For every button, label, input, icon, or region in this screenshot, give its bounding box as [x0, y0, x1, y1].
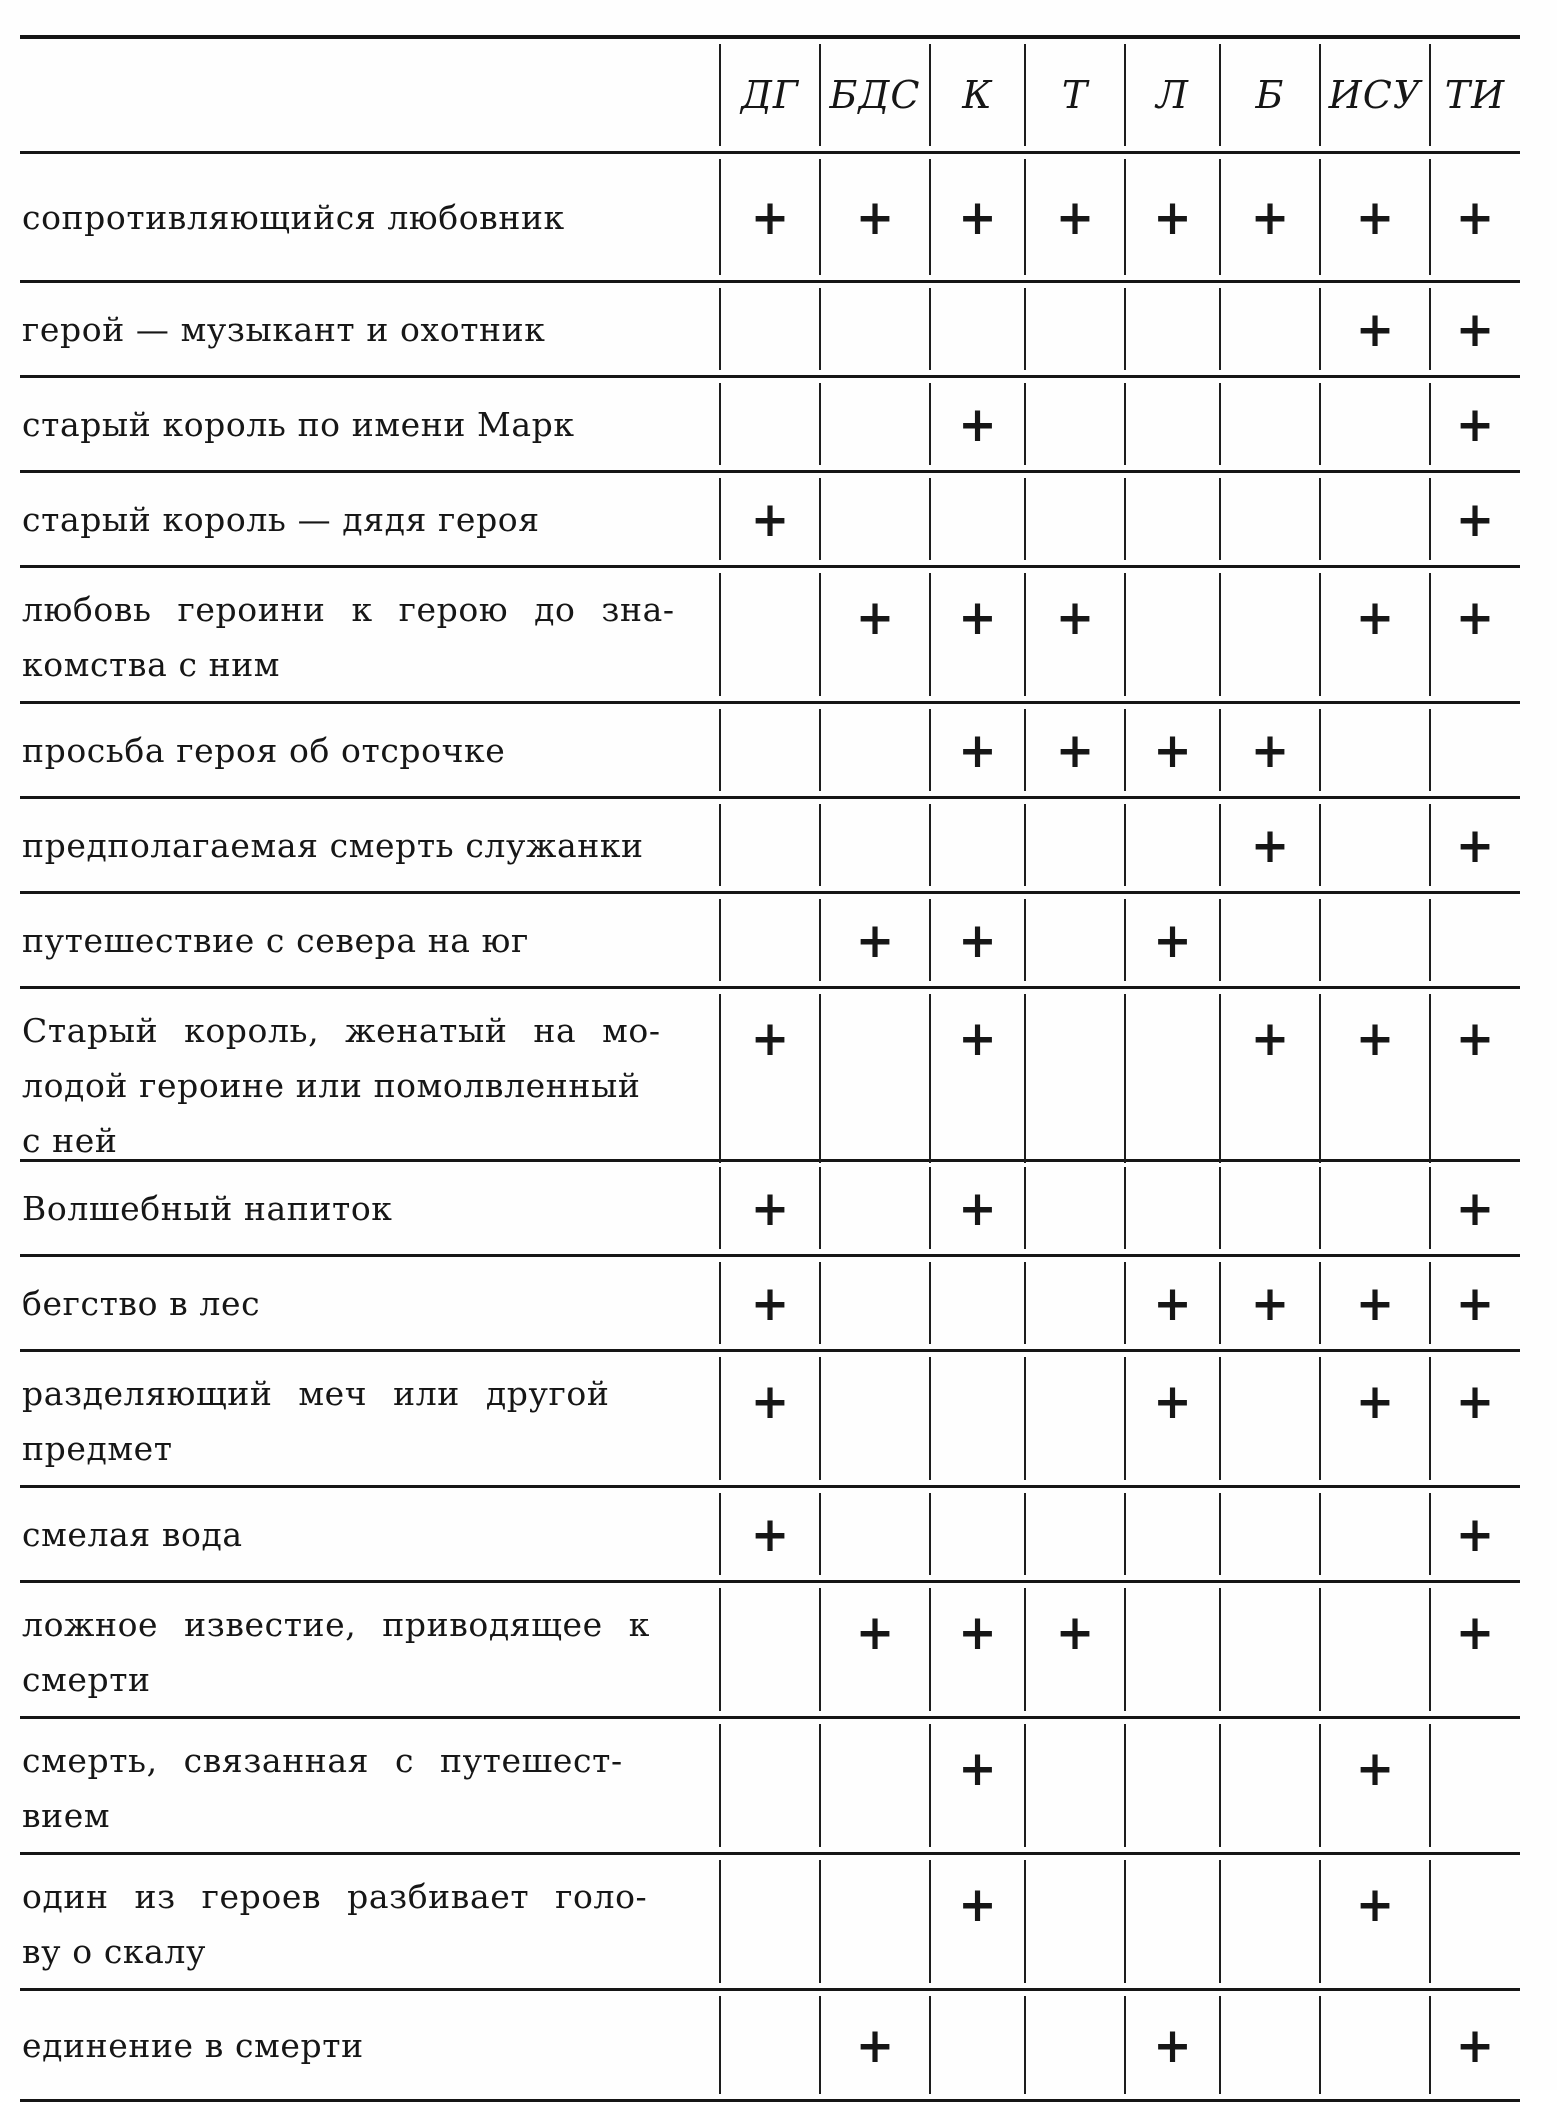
empty-cell [1025, 894, 1125, 986]
mark-cell [930, 1719, 1025, 1852]
empty-cell [1125, 1719, 1220, 1852]
row-label-line: путешествие с севера на юг [22, 920, 529, 960]
row-label-line: предмет [22, 1429, 173, 1468]
table-row [20, 1991, 1520, 2102]
matrix-table [20, 35, 1520, 2102]
table-row [20, 283, 1520, 378]
row-label-line: смерти [22, 1660, 151, 1699]
mark-cell [1220, 989, 1320, 1168]
mark-cell [1430, 473, 1520, 565]
table-row [20, 1162, 1520, 1257]
row-label [20, 283, 720, 375]
empty-cell [1125, 378, 1220, 470]
mark-cell [930, 1583, 1025, 1716]
table-row [20, 1719, 1520, 1855]
empty-cell [1220, 1162, 1320, 1254]
empty-cell [820, 378, 930, 470]
empty-cell [820, 1855, 930, 1988]
empty-cell [930, 799, 1025, 891]
plus-mark: + [958, 911, 997, 969]
table-row [20, 378, 1520, 473]
plus-mark: + [1055, 1603, 1095, 1661]
plus-mark: + [958, 1009, 997, 1067]
empty-cell [1320, 1583, 1430, 1716]
row-label-line: сопротивляющийся любовник [22, 197, 565, 237]
empty-cell [1320, 378, 1430, 470]
table-row [20, 1583, 1520, 1719]
mark-cell [1025, 704, 1125, 796]
mark-cell [1025, 154, 1125, 280]
mark-cell [1430, 568, 1520, 701]
empty-cell [720, 704, 820, 796]
plus-mark: + [855, 588, 895, 646]
header-empty-cell [20, 39, 720, 151]
plus-mark: + [1455, 2016, 1495, 2074]
row-label [20, 1352, 720, 1485]
empty-cell [1430, 704, 1520, 796]
empty-cell [1430, 894, 1520, 986]
mark-cell [1220, 799, 1320, 891]
empty-cell [1025, 1162, 1125, 1254]
mark-cell [1220, 704, 1320, 796]
plus-mark: + [1055, 188, 1095, 246]
row-label-line: единение в смерти [22, 2025, 364, 2065]
mark-cell [720, 1162, 820, 1254]
row-label-line: с ней [22, 1121, 118, 1160]
empty-cell [1320, 799, 1430, 891]
table-row [20, 473, 1520, 568]
empty-cell [1220, 1352, 1320, 1485]
empty-cell [720, 283, 820, 375]
plus-mark: + [855, 188, 895, 246]
mark-cell [720, 1352, 820, 1485]
row-label [20, 704, 720, 796]
mark-cell [1125, 154, 1220, 280]
column-header-b: Б [1220, 39, 1320, 151]
empty-cell [930, 1488, 1025, 1580]
mark-cell [1320, 1352, 1430, 1485]
plus-mark: + [1455, 588, 1495, 646]
empty-cell [1025, 1991, 1125, 2099]
table-row [20, 704, 1520, 799]
table-row [20, 568, 1520, 704]
row-label-line: разделяющий меч или другой [22, 1374, 610, 1413]
row-label [20, 1719, 720, 1852]
plus-mark: + [1355, 1739, 1395, 1797]
plus-mark: + [1355, 1875, 1395, 1933]
empty-cell [1220, 283, 1320, 375]
mark-cell [820, 1991, 930, 2099]
plus-mark: + [1250, 816, 1290, 874]
row-label [20, 1488, 720, 1580]
empty-cell [1430, 1719, 1520, 1852]
row-label [20, 378, 720, 470]
row-label-line: Волшебный напиток [22, 1188, 393, 1228]
row-label-line: комства с ним [22, 645, 281, 684]
plus-mark: + [855, 1603, 895, 1661]
empty-cell [1125, 1583, 1220, 1716]
plus-mark: + [958, 1739, 997, 1797]
plus-mark: + [750, 1372, 790, 1430]
empty-cell [1430, 1855, 1520, 1988]
row-label-line: ву о скалу [22, 1932, 207, 1971]
plus-mark: + [1455, 300, 1495, 358]
mark-cell [1430, 1352, 1520, 1485]
plus-mark: + [750, 188, 790, 246]
empty-cell [820, 799, 930, 891]
mark-cell [720, 1257, 820, 1349]
plus-mark: + [1455, 1009, 1495, 1067]
mark-cell [930, 378, 1025, 470]
empty-cell [720, 894, 820, 986]
mark-cell [1125, 704, 1220, 796]
row-label-line: старый король — дядя героя [22, 499, 540, 539]
empty-cell [1025, 1488, 1125, 1580]
plus-mark: + [750, 1274, 790, 1332]
empty-cell [1320, 894, 1430, 986]
table-row [20, 799, 1520, 894]
empty-cell [1125, 1488, 1220, 1580]
mark-cell [930, 568, 1025, 701]
row-label [20, 894, 720, 986]
plus-mark: + [855, 911, 895, 969]
mark-cell [1430, 1991, 1520, 2099]
empty-cell [1125, 568, 1220, 701]
table-row [20, 1855, 1520, 1991]
plus-mark: + [958, 1179, 997, 1237]
empty-cell [930, 1991, 1025, 2099]
mark-cell [1320, 1257, 1430, 1349]
mark-cell [720, 154, 820, 280]
plus-mark: + [1153, 1372, 1192, 1430]
plus-mark: + [1153, 188, 1192, 246]
column-header-t: Т [1025, 39, 1125, 151]
empty-cell [1025, 378, 1125, 470]
empty-cell [820, 989, 930, 1168]
mark-cell [1430, 1162, 1520, 1254]
row-label [20, 1991, 720, 2099]
row-label-line: предполагаемая смерть служанки [22, 825, 644, 865]
row-label [20, 473, 720, 565]
plus-mark: + [1153, 911, 1192, 969]
plus-mark: + [1153, 1274, 1192, 1332]
mark-cell [930, 1162, 1025, 1254]
plus-mark: + [958, 1875, 997, 1933]
row-label [20, 154, 720, 280]
row-label-line: вием [22, 1796, 111, 1835]
empty-cell [720, 1583, 820, 1716]
mark-cell [1125, 894, 1220, 986]
empty-cell [1125, 799, 1220, 891]
mark-cell [930, 894, 1025, 986]
row-label-line: один из героев разбивает голо- [22, 1877, 648, 1916]
empty-cell [720, 568, 820, 701]
table-row [20, 1352, 1520, 1488]
empty-cell [1125, 989, 1220, 1168]
mark-cell [820, 568, 930, 701]
empty-cell [1220, 378, 1320, 470]
row-label-line: просьба героя об отсрочке [22, 730, 506, 770]
plus-mark: + [1455, 1372, 1495, 1430]
mark-cell [930, 704, 1025, 796]
plus-mark: + [1455, 188, 1495, 246]
row-label-line: Старый король, женатый на мо- [22, 1011, 661, 1050]
empty-cell [720, 1719, 820, 1852]
plus-mark: + [1455, 1505, 1495, 1563]
empty-cell [1320, 1162, 1430, 1254]
column-header-isu: ИСУ [1320, 39, 1430, 151]
empty-cell [720, 1991, 820, 2099]
empty-cell [1220, 1488, 1320, 1580]
row-label [20, 799, 720, 891]
plus-mark: + [1055, 588, 1095, 646]
empty-cell [1125, 473, 1220, 565]
mark-cell [1320, 1855, 1430, 1988]
mark-cell [1430, 154, 1520, 280]
mark-cell [1430, 1257, 1520, 1349]
row-label [20, 989, 720, 1168]
column-header-bds: БДС [820, 39, 930, 151]
plus-mark: + [958, 588, 997, 646]
plus-mark: + [1455, 490, 1495, 548]
row-label-line: старый король по имени Марк [22, 404, 575, 444]
row-label [20, 568, 720, 701]
row-label [20, 1257, 720, 1349]
table-row [20, 989, 1520, 1162]
mark-cell [1320, 154, 1430, 280]
empty-cell [1025, 283, 1125, 375]
plus-mark: + [1355, 188, 1395, 246]
empty-cell [930, 1352, 1025, 1485]
empty-cell [1320, 1991, 1430, 2099]
mark-cell [1125, 1257, 1220, 1349]
empty-cell [1025, 1719, 1125, 1852]
plus-mark: + [1355, 300, 1395, 358]
plus-mark: + [750, 1505, 790, 1563]
empty-cell [1125, 1855, 1220, 1988]
mark-cell [820, 894, 930, 986]
mark-cell [1025, 568, 1125, 701]
table-row [20, 154, 1520, 283]
plus-mark: + [1153, 721, 1192, 779]
mark-cell [930, 989, 1025, 1168]
empty-cell [820, 473, 930, 565]
mark-cell [820, 154, 930, 280]
empty-cell [1025, 1352, 1125, 1485]
mark-cell [1430, 283, 1520, 375]
plus-mark: + [855, 2016, 895, 2074]
row-label-line: ложное известие, приводящее к [22, 1605, 650, 1644]
plus-mark: + [750, 1179, 790, 1237]
plus-mark: + [1355, 1009, 1395, 1067]
mark-cell [1025, 1583, 1125, 1716]
plus-mark: + [1455, 395, 1495, 453]
plus-mark: + [958, 188, 997, 246]
empty-cell [1025, 799, 1125, 891]
row-label-line: герой — музыкант и охотник [22, 309, 546, 349]
empty-cell [720, 799, 820, 891]
plus-mark: + [1455, 816, 1495, 874]
empty-cell [720, 378, 820, 470]
row-label-line: любовь героини к герою до зна- [22, 590, 675, 629]
row-label [20, 1855, 720, 1988]
empty-cell [1220, 568, 1320, 701]
row-label-line: бегство в лес [22, 1283, 261, 1323]
empty-cell [1320, 1488, 1430, 1580]
plus-mark: + [1355, 1274, 1395, 1332]
table-row [20, 1488, 1520, 1583]
plus-mark: + [958, 395, 997, 453]
plus-mark: + [1250, 721, 1290, 779]
mark-cell [720, 1488, 820, 1580]
header-row [20, 35, 1520, 154]
plus-mark: + [958, 1603, 997, 1661]
row-label [20, 1583, 720, 1716]
empty-cell [820, 1488, 930, 1580]
empty-cell [1220, 894, 1320, 986]
empty-cell [820, 1162, 930, 1254]
empty-cell [820, 283, 930, 375]
mark-cell [1320, 568, 1430, 701]
empty-cell [1220, 1719, 1320, 1852]
empty-cell [1025, 1257, 1125, 1349]
mark-cell [720, 989, 820, 1168]
plus-mark: + [1355, 588, 1395, 646]
plus-mark: + [1355, 1372, 1395, 1430]
table-row [20, 894, 1520, 989]
mark-cell [1125, 1352, 1220, 1485]
empty-cell [1025, 473, 1125, 565]
mark-cell [1430, 1488, 1520, 1580]
mark-cell [1220, 1257, 1320, 1349]
mark-cell [1220, 154, 1320, 280]
plus-mark: + [1455, 1603, 1495, 1661]
empty-cell [930, 283, 1025, 375]
empty-cell [1220, 473, 1320, 565]
plus-mark: + [1153, 2016, 1192, 2074]
plus-mark: + [1455, 1274, 1495, 1332]
row-label [20, 1162, 720, 1254]
mark-cell [1320, 989, 1430, 1168]
row-label-line: смелая вода [22, 1514, 243, 1554]
mark-cell [1430, 378, 1520, 470]
empty-cell [930, 473, 1025, 565]
column-header-dg: ДГ [720, 39, 820, 151]
mark-cell [930, 1855, 1025, 1988]
empty-cell [1220, 1991, 1320, 2099]
empty-cell [1125, 1162, 1220, 1254]
plus-mark: + [1250, 1274, 1290, 1332]
plus-mark: + [1455, 1179, 1495, 1237]
empty-cell [1125, 283, 1220, 375]
mark-cell [720, 473, 820, 565]
empty-cell [820, 704, 930, 796]
empty-cell [820, 1257, 930, 1349]
mark-cell [820, 1583, 930, 1716]
column-header-l: Л [1125, 39, 1220, 151]
mark-cell [1430, 1583, 1520, 1716]
plus-mark: + [958, 721, 997, 779]
row-label-line: лодой героине или помолвленный [22, 1066, 641, 1105]
table-row [20, 1257, 1520, 1352]
mark-cell [1430, 989, 1520, 1168]
mark-cell [1125, 1991, 1220, 2099]
empty-cell [1025, 989, 1125, 1168]
empty-cell [1320, 473, 1430, 565]
empty-cell [1220, 1583, 1320, 1716]
plus-mark: + [1250, 1009, 1290, 1067]
column-header-k: К [930, 39, 1025, 151]
mark-cell [1320, 1719, 1430, 1852]
plus-mark: + [1250, 188, 1290, 246]
plus-mark: + [1055, 721, 1095, 779]
empty-cell [720, 1855, 820, 1988]
mark-cell [1430, 799, 1520, 891]
row-label-line: смерть, связанная с путешест- [22, 1741, 623, 1780]
empty-cell [1320, 704, 1430, 796]
empty-cell [820, 1719, 930, 1852]
empty-cell [1220, 1855, 1320, 1988]
plus-mark: + [750, 490, 790, 548]
mark-cell [1320, 283, 1430, 375]
empty-cell [930, 1257, 1025, 1349]
empty-cell [820, 1352, 930, 1485]
plus-mark: + [750, 1009, 790, 1067]
mark-cell [930, 154, 1025, 280]
empty-cell [1025, 1855, 1125, 1988]
column-header-ti: ТИ [1430, 39, 1520, 151]
